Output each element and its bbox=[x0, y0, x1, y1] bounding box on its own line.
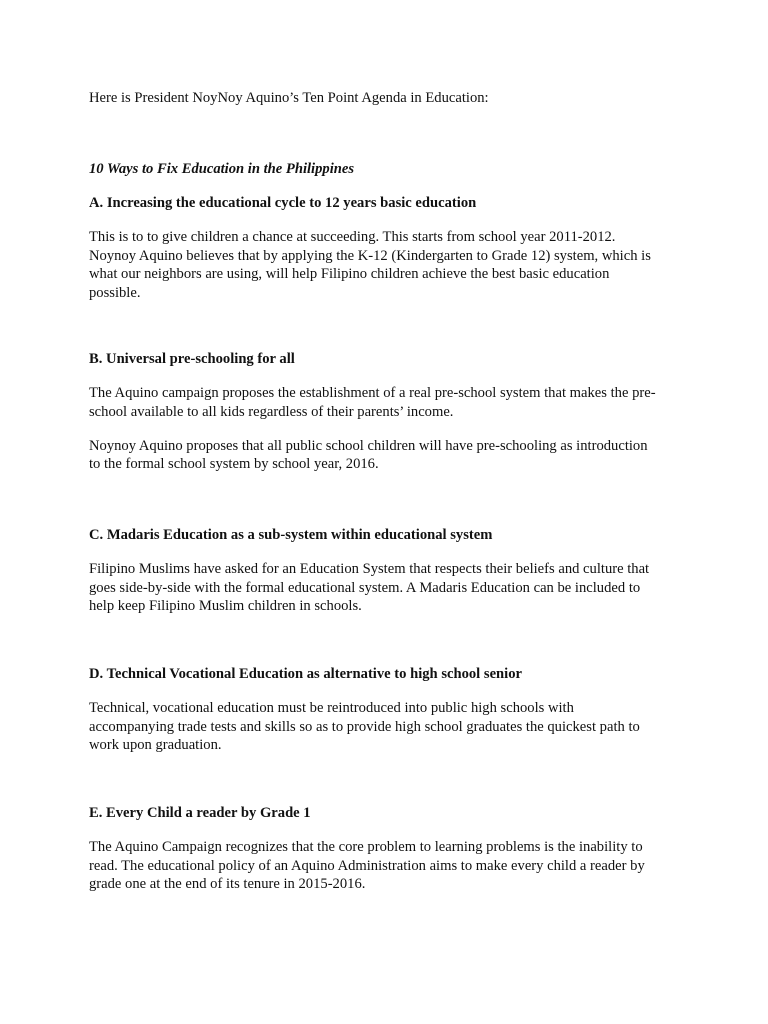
paragraph-line: accompanying trade tests and skills so as to provide high school graduates the quickest path to bbox=[89, 718, 640, 735]
paragraph-line: school available to all kids regardless of their parents’ income. bbox=[89, 403, 454, 420]
section-e bbox=[89, 804, 689, 894]
paragraph-line: Filipino Muslims have asked for an Education System that respects their beliefs and culture that bbox=[89, 561, 650, 577]
paragraph-line: what our neighbors are using, will help Filipino children achieve the best basic education bbox=[89, 266, 610, 282]
paragraph-line: The Aquino Campaign recognizes that the core problem to learning problems is the inability to bbox=[89, 839, 643, 855]
paragraph-line: goes side-by-side with the formal educational system. A Madaris Education can be included to bbox=[89, 579, 641, 596]
section-paragraph bbox=[89, 699, 689, 755]
document-title: 10 Ways to Fix Education in the Philippines bbox=[89, 161, 355, 177]
section-heading: A. Increasing the educational cycle to 12 years basic education bbox=[89, 195, 477, 211]
intro-text: Here is President NoyNoy Aquino’s Ten Point Agenda in Education: bbox=[89, 90, 489, 106]
section-paragraph bbox=[89, 437, 689, 474]
paragraph-line: grade one at the end of its tenure in 2015-2016. bbox=[89, 876, 366, 892]
section-b bbox=[89, 350, 689, 474]
section-heading: C. Madaris Education as a sub-system within educational system bbox=[89, 527, 493, 543]
section-heading: D. Technical Vocational Education as alternative to high school senior bbox=[89, 666, 522, 682]
section-d bbox=[89, 665, 689, 755]
section-paragraph bbox=[89, 560, 689, 616]
paragraph-line: Noynoy Aquino believes that by applying the K-12 (Kindergarten to Grade 12) system, which is bbox=[89, 247, 651, 264]
paragraph-line: This is to to give children a chance at succeeding. This starts from school year 2011-2012. bbox=[89, 229, 616, 245]
paragraph-line: Noynoy Aquino proposes that all public school children will have pre-schooling as introduction bbox=[89, 437, 648, 454]
section-paragraph bbox=[89, 228, 689, 302]
section-heading: E. Every Child a reader by Grade 1 bbox=[89, 805, 311, 821]
section-heading: B. Universal pre-schooling for all bbox=[89, 351, 295, 367]
section-paragraph bbox=[89, 838, 689, 894]
section-a bbox=[89, 194, 689, 302]
paragraph-line: help keep Filipino Muslim children in schools. bbox=[89, 598, 362, 614]
paragraph-line: Technical, vocational education must be reintroduced into public high schools with bbox=[89, 700, 574, 716]
paragraph-line: read. The educational policy of an Aquino Administration aims to make every child a reader by bbox=[89, 857, 645, 874]
paragraph-line: possible. bbox=[89, 284, 141, 301]
paragraph-line: The Aquino campaign proposes the establishment of a real pre-school system that makes the pre- bbox=[89, 385, 656, 401]
section-c bbox=[89, 526, 689, 616]
paragraph-line: to the formal school system by school year, 2016. bbox=[89, 456, 379, 472]
section-paragraph bbox=[89, 384, 689, 421]
paragraph-line: work upon graduation. bbox=[89, 737, 222, 753]
